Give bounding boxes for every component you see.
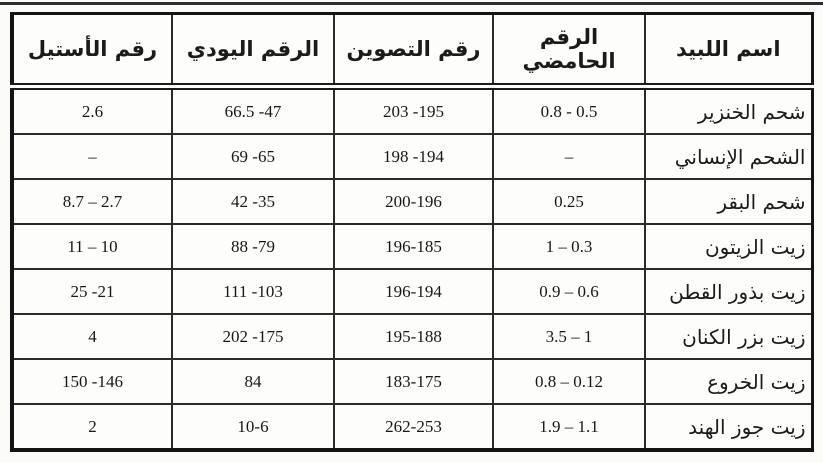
cell-iodine-number: 111 -103 [172, 269, 334, 314]
table-row [12, 224, 812, 269]
cell-iodine-number: 69 -65 [172, 134, 334, 179]
cell-acid-number: 0.9 – 0.6 [493, 269, 645, 314]
cell-lipid-name: زيت الخروع [645, 359, 812, 404]
cell-acid-number: 0.8 – 0.12 [493, 359, 645, 404]
cell-acid-number: 3.5 – 1 [493, 314, 645, 359]
header-saponification-number: رقم التصوين [334, 14, 493, 87]
cell-acetyl-number: – [12, 134, 172, 179]
cell-iodine-number: 84 [172, 359, 334, 404]
header-lipid-name: اسم اللبيد [645, 14, 812, 87]
lipid-constants-table [10, 12, 814, 452]
cell-saponification-number: 200-196 [334, 179, 493, 224]
cell-iodine-number: 202 -175 [172, 314, 334, 359]
header-acetyl-number: رقم الأستيل [12, 14, 172, 87]
cell-lipid-name: شحم الخنزير [645, 87, 812, 135]
cell-lipid-name: الشحم الإنساني [645, 134, 812, 179]
cell-lipid-name: زيت الزيتون [645, 224, 812, 269]
cell-lipid-name: زيت بزر الكنان [645, 314, 812, 359]
cell-saponification-number: 203 -195 [334, 87, 493, 135]
cell-acetyl-number: 25 -21 [12, 269, 172, 314]
table-row [12, 404, 812, 450]
cell-lipid-name: شحم البقر [645, 179, 812, 224]
cell-iodine-number: 42 -35 [172, 179, 334, 224]
cell-acid-number: 0.8 - 0.5 [493, 87, 645, 135]
cell-acid-number: – [493, 134, 645, 179]
header-acid-number: الرقم الحامضي [493, 14, 645, 87]
cell-saponification-number: 183-175 [334, 359, 493, 404]
cell-saponification-number: 196-194 [334, 269, 493, 314]
cell-saponification-number: 262-253 [334, 404, 493, 450]
header-iodine-number: الرقم اليودي [172, 14, 334, 87]
cell-acid-number: 1.9 – 1.1 [493, 404, 645, 450]
cell-saponification-number: 198 -194 [334, 134, 493, 179]
cell-saponification-number: 195-188 [334, 314, 493, 359]
table-header-row [12, 14, 812, 87]
cell-iodine-number: 10-6 [172, 404, 334, 450]
cell-acetyl-number: 2 [12, 404, 172, 450]
cell-saponification-number: 196-185 [334, 224, 493, 269]
cell-acetyl-number: 8.7 – 2.7 [12, 179, 172, 224]
table-row [12, 134, 812, 179]
cell-iodine-number: 66.5 -47 [172, 87, 334, 135]
table-row [12, 179, 812, 224]
table-row [12, 269, 812, 314]
cell-acetyl-number: 4 [12, 314, 172, 359]
table-row [12, 87, 812, 135]
cell-acetyl-number: 2.6 [12, 87, 172, 135]
table-row [12, 314, 812, 359]
cell-lipid-name: زيت بذور القطن [645, 269, 812, 314]
table-row [12, 359, 812, 404]
cell-iodine-number: 88 -79 [172, 224, 334, 269]
cell-acetyl-number: 150 -146 [12, 359, 172, 404]
cell-acid-number: 1 – 0.3 [493, 224, 645, 269]
top-rule [0, 2, 823, 5]
cell-acid-number: 0.25 [493, 179, 645, 224]
cell-acetyl-number: 11 – 10 [12, 224, 172, 269]
cell-lipid-name: زيت جوز الهند [645, 404, 812, 450]
